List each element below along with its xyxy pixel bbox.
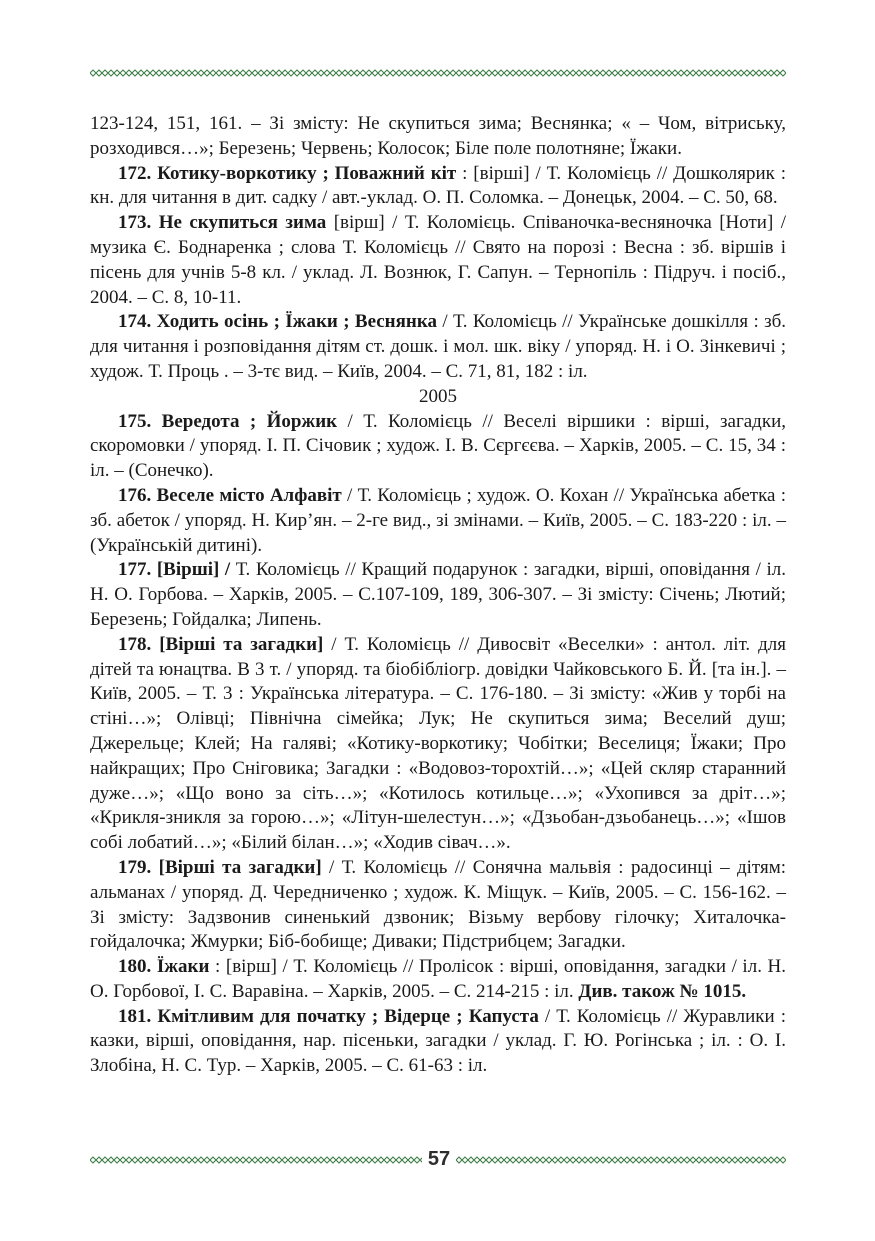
entry-number: 177. [118, 559, 152, 581]
entry-text: / Т. Коломієць // Українське дошкілля : зб. для читання і розповідання дітям ст. дошк. і мол. шк. віку / упоряд. Н. і О. Зінкевичі ; худож. Т. Проць . – 3-тє вид. – Київ, 2004. – С. 71, 81, 182 : іл. [90, 311, 787, 382]
entry-title: Вередота ; Йоржик [161, 410, 338, 432]
entry-number: 175. [118, 410, 152, 432]
entry-174 [90, 310, 786, 384]
entry-text: / Т. Коломієць // Веселі віршики : вірші, загадки, скоромовки / упоряд. І. П. Січовик ; худож. І. В. Сєргєєва. – Харків, 2005. – С. 15, 34 : іл. – (Сонечко). [90, 410, 786, 482]
entry-text: : [вірші] / Т. Коломієць // Дошколярик : кн. для читання в дит. садку / авт.-уклад. О. П. Соломка. – Донецьк, 2004. – С. 50, 68. [90, 162, 787, 209]
entry-text: / Т. Коломієць // Сонячна мальвія : радосинці – дітям: альманах / упоряд. Д. Чередниченко ; худож. К. Міщук. – Київ, 2005. – С. 156-162. – Зі змісту: Задзвонив синенький дзвоник; Візьму вербову гілочку; Хиталочка-гойдалочка; Жмурки; Біб-бобище; Диваки; Підстрибцем; Загадки. [90, 856, 787, 953]
entry-177 [90, 558, 786, 632]
entry-text: : [вірш] / Т. Коломієць // Пролісок : вірші, оповідання, загадки / іл. Н. О. Горбової, І. С. Варавіна. – Харків, 2005. – С. 214-215 : іл. [90, 956, 786, 1002]
entry-title: [Вірші та загадки] [158, 856, 322, 878]
top-ornamental-border [90, 68, 786, 78]
year-heading: 2005 [419, 385, 457, 407]
entry-title: Їжаки [156, 956, 210, 978]
entry-173 [90, 211, 786, 310]
top-border-pattern [90, 68, 786, 78]
page-number: 57 [422, 1144, 456, 1174]
entry-text: [вірш] / Т. Коломієць. Співаночка-весняночка [Ноти] / музика Є. Боднаренка ; слова Т. Коломієць // Свято на порозі : Весна : зб. віршів і пісень для учнів 5-8 кл. / уклад. Л. Вознюк, Г. Сапун. – Тернопіль : Підруч. і посіб., 2004. – С. 8, 10-11. [90, 212, 786, 308]
entry-number: 178. [118, 633, 152, 655]
document-body [90, 112, 786, 1079]
entry-179 [90, 856, 786, 955]
continuation-text: 123-124, 151, 161. – Зі змісту: Не скупиться зима; Веснянка; « – Чом, вітриську, розходився…»; Березень; Червень; Колосок; Біле поле полотняне; Їжаки. [90, 113, 786, 159]
entry-title: [Вірші] / [156, 559, 231, 581]
entry-180 [90, 955, 786, 1005]
entry-178 [90, 633, 786, 856]
entry-number: 172. [118, 162, 152, 184]
see-also-reference: Див. також № 1015. [578, 980, 747, 1002]
entry-number: 180. [118, 956, 152, 978]
entry-number: 181. [118, 1005, 152, 1027]
entry-text: / Т. Коломієць // Дивосвіт «Веселки» : антол. літ. для дітей та юнацтва. В 3 т. / упоряд. та біобібліогр. довідки Чайковського Б. Й. [та ін.]. – Київ, 2005. – Т. 3 : Українська література. – С. 176-180. – Зі змісту: «Жив у торбі на стіні…»; Олівці; Північна сімейка; Лук; Не скупиться зима; Веселий душ; Джерельце; Клей; На галяві; «Котику-воркотику; Чобітки; Веселиця; Їжаки; Про найкращих; Про Сніговика; Загадки : «Водовоз-торохтій…»; «Цей скляр старанний дуже…»; «Що воно за сіть…»; «Котилось котильце…»; «Ухопився за дріт…»; «Крикля-зникля за горою…»; «Літун-шелестун…»; «Дзьобан-дзьобанець…»; «Ішов собі лобатий…»; «Білий білан…»; «Ходив сівач…». [90, 633, 787, 854]
entry-number: 174. [118, 311, 152, 333]
entry-181 [90, 1005, 786, 1079]
entry-title: Веселе місто Алфавіт [156, 484, 342, 506]
entry-175 [90, 410, 786, 484]
entry-title: Кмітливим для початку ; Відерце ; Капуста [157, 1005, 539, 1027]
entry-176 [90, 484, 786, 558]
entry-number: 179. [118, 856, 152, 878]
entry-text: Т. Коломієць // Кращий подарунок : загадки, вірші, оповідання / іл. Н. О. Горбова. – Харків, 2005. – С.107-109, 189, 306-307. – Зі змісту: Січень; Лютий; Березень; Гойдалка; Липень. [90, 559, 787, 630]
entry-number: 176. [118, 484, 152, 506]
entry-title: Не скупиться зима [158, 212, 327, 234]
entry-text: / Т. Коломієць // Журавлики : казки, вірші, оповідання, нар. пісеньки, загадки / уклад. Г. Ю. Рогінська ; іл. : О. І. Злобіна, Н. С. Тур. – Харків, 2005. – С. 61-63 : іл. [90, 1005, 787, 1077]
bottom-ornamental-border [90, 1155, 786, 1165]
entry-title: Котику-воркотику ; Поважний кіт [157, 162, 457, 184]
entry-number: 173. [118, 212, 152, 234]
bottom-border-pattern [90, 1155, 786, 1165]
entry-title: [Вірші та загадки] [159, 633, 324, 655]
entry-text: / Т. Коломієць ; худож. О. Кохан // Українська абетка : зб. абеток / упоряд. Н. Кир’ян. – 2-ге вид., зі змінами. – Київ, 2005. – С. 183-220 : іл. – (Українській дитині). [90, 484, 787, 556]
entry-172 [90, 162, 786, 212]
entry-title: Ходить осінь ; Їжаки ; Веснянка [156, 311, 438, 333]
